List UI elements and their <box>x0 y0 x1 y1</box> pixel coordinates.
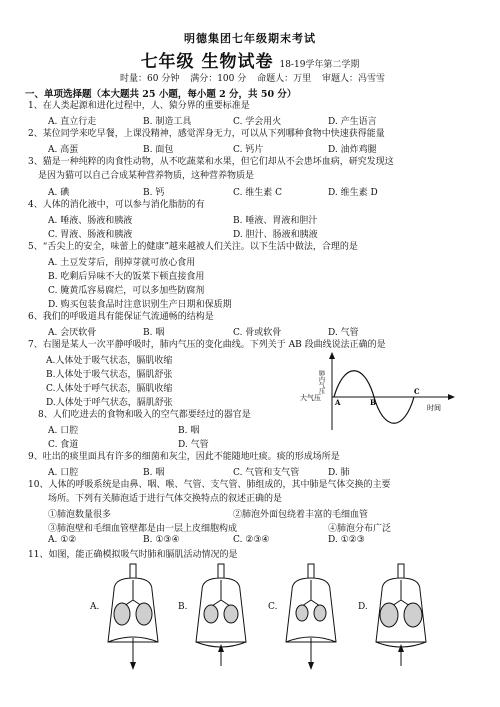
option: B. 咽 <box>143 468 165 478</box>
option: A. 唾液、肠液和胰液 <box>48 216 133 226</box>
option: D. 维生素 D <box>328 188 378 198</box>
question-stem: 3、猫是一种纯粹的肉食性动物，从不吃蔬菜和水果，但它们却从不会患坏血病，研究发现这 <box>28 157 394 167</box>
option: C.人体处于呼气状态，膈肌收缩 <box>46 384 173 394</box>
meta-score: 满分：100 分 <box>190 74 247 84</box>
arrow-up-icon <box>398 644 404 652</box>
x-axis-arrow <box>448 394 455 400</box>
option: D. ①②③ <box>328 535 365 545</box>
y-axis-label <box>318 369 325 395</box>
fact: ③肺泡壁和毛细血管壁都是由一层上皮细胞构成 <box>48 524 238 534</box>
option: B. 唾液、胃液和胆汁 <box>233 216 318 226</box>
option: C. 胃液、肠液和胰液 <box>48 230 133 240</box>
meta-author: 命题人：万里 <box>257 74 312 84</box>
subject-title: 七年级 生物试卷 <box>140 52 274 72</box>
left-balloon <box>114 603 130 625</box>
option: A. 口腔 <box>48 468 79 478</box>
exam-title: 明德集团七年级期末考试 <box>184 32 316 45</box>
point-a-label: A <box>335 398 341 407</box>
left-balloon <box>296 605 308 621</box>
question-stem-cont: 是因为猫可以自己合成某种营养物质，这种营养物质是 <box>38 171 255 181</box>
bell-jar-diagrams <box>90 562 460 674</box>
left-balloon <box>204 605 218 623</box>
exam-meta <box>120 71 393 84</box>
question-stem-cont: 场所。下列有关肺泡适于进行气体交换特点的叙述正确的是 <box>48 494 283 504</box>
option: C. 腌黄瓜容易腐烂，可以多加些防腐剂 <box>48 286 205 296</box>
option: B. 钙 <box>143 188 165 198</box>
term-label: 18-19学年第二学期 <box>279 60 360 70</box>
bell-jar-c <box>280 562 342 672</box>
option: D. 胆汁、肠液和胰液 <box>233 230 318 240</box>
option-b-label: B. <box>178 602 188 612</box>
option-a-label: A. <box>90 602 100 612</box>
option: B. 咽 <box>178 426 200 436</box>
question-stem: 7、右图是某人一次平静呼吸时，肺内气压的变化曲线。下列关于 AB 段曲线说法正确的是 <box>28 340 386 350</box>
y-axis-arrow <box>329 352 335 359</box>
option: C. 学会用火 <box>233 117 282 127</box>
baseline-label: 大气压 <box>300 394 321 402</box>
option: A. 口腔 <box>48 426 79 436</box>
arrow-up-icon <box>218 644 224 652</box>
point-b-label: B <box>370 398 376 407</box>
meta-time: 时量：60 分钟 <box>120 74 180 84</box>
question-stem: 1、在人类起源和进化过程中，人、猿分界的重要标准是 <box>28 101 250 111</box>
fact: ①肺泡数量很多 <box>48 510 112 520</box>
option: D. 油炸鸡腿 <box>328 145 377 155</box>
option: B. 咽 <box>143 328 165 338</box>
option: C. 骨或软骨 <box>233 328 282 338</box>
question-stem: 10、人体的呼吸系统是由鼻、咽、喉、气管、支气管、肺组成的，其中肺是气体交换的主要 <box>28 480 391 490</box>
option: A. 土豆发芽后，削掉芽就可放心食用 <box>48 258 196 268</box>
question-stem: 9、吐出的痰里面具有许多的细菌和灰尘，因此不能随地吐痰。痰的形成场所是 <box>28 452 340 462</box>
bell-jar-d <box>370 562 432 672</box>
option: A. ①② <box>48 535 77 545</box>
option: C. ②③④ <box>233 535 270 545</box>
section-title: 一、单项选择题（本大题共 25 小题，每小题 2 分，共 50 分） <box>25 89 297 100</box>
right-balloon <box>224 605 238 623</box>
exam-subtitle <box>0 47 500 72</box>
option: D. 产生语言 <box>328 117 377 127</box>
point-c-label: C <box>414 387 420 396</box>
fact: ②肺泡外面包绕着丰富的毛细血管 <box>233 510 369 520</box>
arrow-down-icon <box>130 662 136 670</box>
option: A. 碘 <box>48 188 70 198</box>
right-balloon <box>404 603 422 627</box>
question-stem: 8、人们吃进去的食物和吸入的空气都要经过的器官是 <box>38 410 251 420</box>
option: D. 肺 <box>328 468 350 478</box>
question-stem: 4、人体的消化液中，可以参与消化脂肪的有 <box>28 200 205 210</box>
arrow-down-icon <box>308 662 314 670</box>
bell-jar-a <box>102 562 164 672</box>
meta-reviewer: 审题人：冯雪雪 <box>322 74 386 84</box>
option: A.人体处于吸气状态，膈肌收缩 <box>46 356 173 366</box>
option: A. 高蛋 <box>48 145 79 155</box>
pressure-curve-graph <box>300 352 480 434</box>
question-stem: 6、我们的呼吸道具有能保证气流通畅的结构是 <box>28 312 214 322</box>
fact: ④肺泡分布广泛 <box>328 524 392 534</box>
option: B. 面包 <box>143 145 174 155</box>
option: A. 会厌软骨 <box>48 328 97 338</box>
question-stem: 5、“舌尖上的安全，味蕾上的健康”越来越被人们关注。以下生活中做法，合理的是 <box>28 242 358 252</box>
right-balloon <box>314 605 326 621</box>
question-stem: 11、如图，能正确模拟吸气时肺和膈肌活动情况的是 <box>28 550 238 560</box>
option-c-label: C. <box>268 602 278 612</box>
option: B. 吃剩后异味不大的饭菜下顿直接食用 <box>48 272 205 282</box>
right-balloon <box>136 603 152 625</box>
option: D. 气管 <box>178 440 209 450</box>
option: D.人体处于呼气状态，膈肌舒张 <box>46 398 173 408</box>
option: C. 气管和支气管 <box>233 468 300 478</box>
x-axis-label: 时间 <box>427 404 441 412</box>
option: B.人体处于吸气状态，膈肌舒张 <box>46 370 173 380</box>
question-stem: 2、某位同学来吃早餐，上课没精神，感觉浑身无力，可以从下列哪种食物中快速获得能量 <box>28 129 385 139</box>
option: C. 食道 <box>48 440 79 450</box>
left-balloon <box>380 603 398 627</box>
option: D. 购买包装食品时注意识别生产日期和保质期 <box>48 300 232 310</box>
option: B. 制造工具 <box>143 117 192 127</box>
y-axis-label-text: 肺内气压 <box>317 370 325 394</box>
option: D. 气管 <box>328 328 359 338</box>
option: B. ①③④ <box>143 535 180 545</box>
option-d-label: D. <box>358 602 368 612</box>
bell-jar-b <box>190 562 252 672</box>
option: C. 维生素 C <box>233 188 283 198</box>
option: C. 钙片 <box>233 145 264 155</box>
option: A. 直立行走 <box>48 117 97 127</box>
